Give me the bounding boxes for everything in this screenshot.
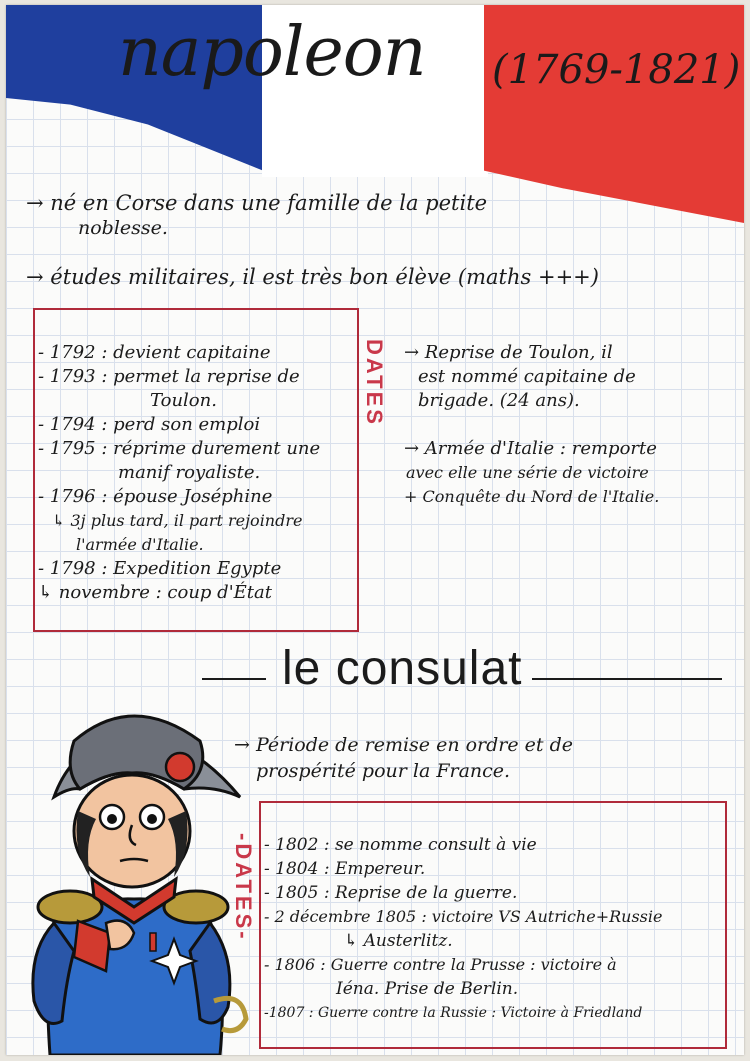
list-item: - 1798 : Expedition Egypte <box>38 558 282 579</box>
list-item: ↳ novembre : coup d'État <box>38 582 272 603</box>
list-item: l'armée d'Italie. <box>76 535 204 554</box>
list-item: - 1806 : Guerre contre la Prusse : victoire à <box>264 955 617 974</box>
intro-line-2: noblesse. <box>78 217 168 239</box>
list-item: - 1796 : épouse Joséphine <box>38 486 273 507</box>
intro-line-3: → études militaires, il est très bon élève (maths +++) <box>26 265 599 289</box>
list-item: manif royaliste. <box>118 462 261 483</box>
list-item: → Armée d'Italie : remporte <box>404 438 657 459</box>
list-item: ↳ Austerlitz. <box>344 931 453 951</box>
list-item: - 1793 : permet la reprise de <box>38 366 300 387</box>
note-page <box>6 5 744 1055</box>
list-item: - 2 décembre 1805 : victoire VS Autriche+Russie <box>264 907 663 926</box>
flag-red-stripe <box>484 5 744 223</box>
intro-line-1: → né en Corse dans une famille de la petite <box>26 191 488 215</box>
list-item: - 1802 : se nomme consult à vie <box>264 835 537 855</box>
page-title: napoleon <box>118 13 426 92</box>
section-title-consulat: le consulat <box>282 642 523 695</box>
napoleon-drawing <box>14 701 254 1055</box>
list-item <box>404 413 659 437</box>
heading-rule-left <box>202 678 266 680</box>
life-dates: (1769-1821) <box>492 47 741 93</box>
list-item: → Reprise de Toulon, il <box>404 342 613 363</box>
list-item: Toulon. <box>150 390 217 411</box>
dates-label-1: DATES <box>362 339 387 427</box>
list-item: ↳ 3j plus tard, il part rejoindre <box>52 511 303 530</box>
list-item: Iéna. Prise de Berlin. <box>336 979 519 999</box>
list-item: + Conquête du Nord de l'Italie. <box>404 487 660 506</box>
consulat-line-2: prospérité pour la France. <box>256 760 511 782</box>
list-item: - 1795 : réprime durement une <box>38 438 321 459</box>
list-item: - 1794 : perd son emploi <box>38 414 261 435</box>
list-item: - 1805 : Reprise de la guerre. <box>264 883 518 903</box>
list-item: - 1804 : Empereur. <box>264 859 426 879</box>
list-item: -1807 : Guerre contre la Russie : Victoire à Friedland <box>264 1005 643 1021</box>
dates-label-2: -DATES- <box>231 833 256 942</box>
career-notes-list <box>404 341 659 509</box>
empire-dates-list <box>264 833 662 1025</box>
list-item: avec elle une série de victoire <box>406 463 649 482</box>
consulat-line-1: → Période de remise en ordre et de <box>234 734 573 756</box>
heading-rule-right <box>532 678 722 680</box>
list-item: est nommé capitaine de <box>418 366 636 387</box>
list-item: - 1792 : devient capitaine <box>38 342 271 363</box>
early-career-dates-list <box>38 341 320 605</box>
list-item: brigade. (24 ans). <box>418 390 580 411</box>
